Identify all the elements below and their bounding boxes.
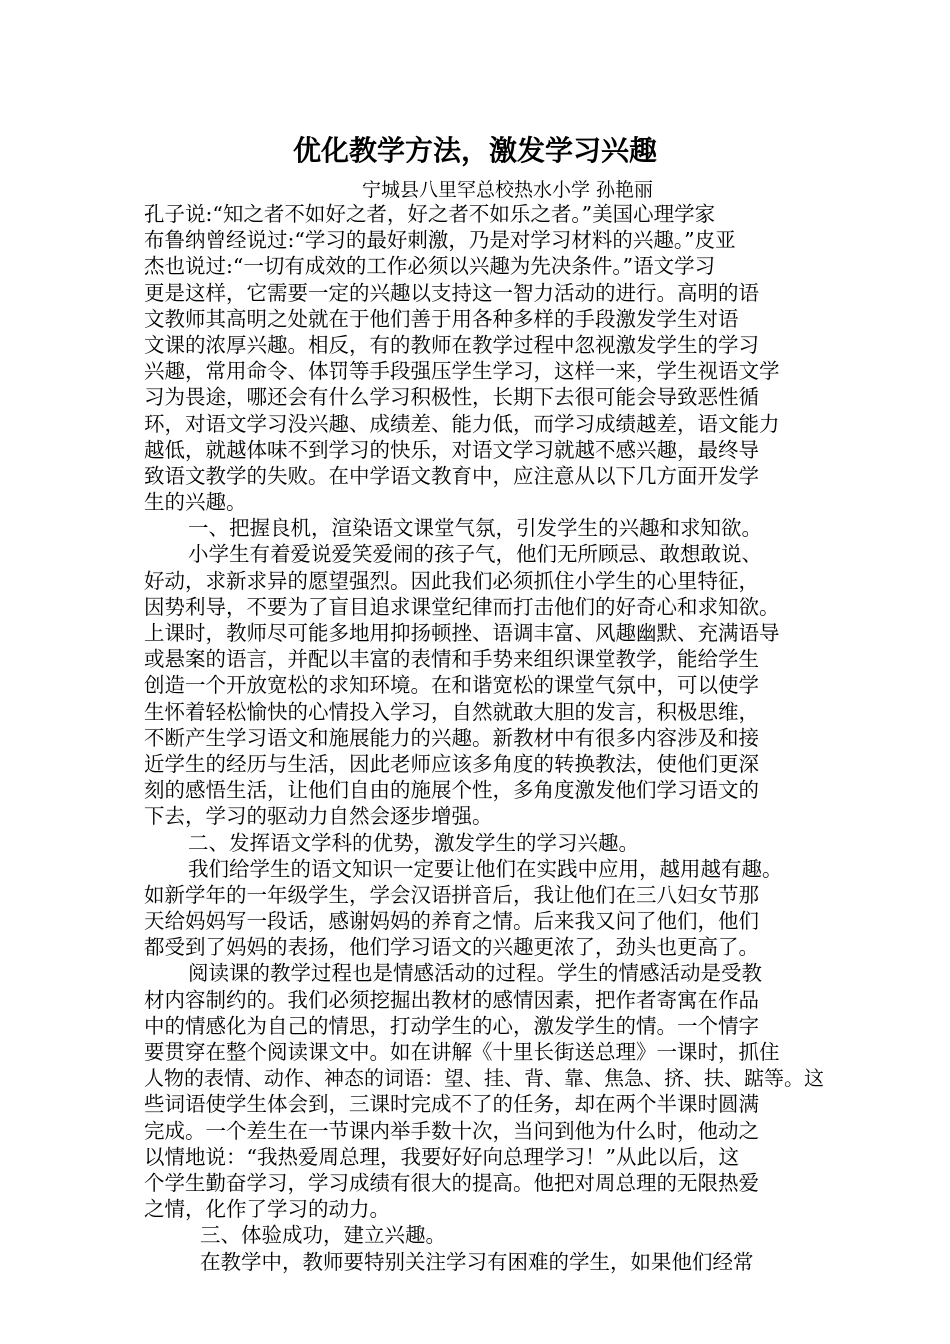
text-line: 兴趣，常用命令、体罚等手段强压学生学习，这样一来，学生视语文学	[144, 359, 780, 384]
text-line: 人物的表情、动作、神态的词语：望、挂、背、靠、焦急、挤、扶、踮等。这	[144, 1066, 824, 1091]
text-line: 天给妈妈写一段话，感谢妈妈的养育之情。后来我又问了他们，他们	[144, 909, 759, 934]
text-line: 一、把握良机，渲染语文课堂气氛，引发学生的兴趣和求知欲。	[188, 516, 762, 541]
text-line: 三、体验成功，建立兴趣。	[200, 1223, 446, 1248]
text-line: 环，对语文学习没兴趣、成绩差、能力低，而学习成绩越差，语文能力	[144, 411, 780, 436]
text-line: 生的兴趣。	[144, 490, 247, 515]
text-line: 近学生的经历与生活，因此老师应该多角度的转换教法，使他们更深	[144, 751, 759, 776]
text-line: 布鲁纳曾经说过:“学习的最好刺激，乃是对学习材料的兴趣。”皮亚	[144, 228, 736, 253]
text-line: 中的情感化为自己的情思，打动学生的心，激发学生的情。一个情字	[144, 1013, 759, 1038]
text-line: 如新学年的一年级学生，学会汉语拼音后，我让他们在三八妇女节那	[144, 882, 759, 907]
text-line: 阅读课的教学过程也是情感活动的过程。学生的情感活动是受教	[188, 961, 762, 986]
text-line: 致语文教学的失败。在中学语文教育中，应注意从以下几方面开发学	[144, 463, 759, 488]
text-line: 习为畏途，哪还会有什么学习积极性，长期下去很可能会导致恶性循	[144, 385, 759, 410]
text-line: 因势利导，不要为了盲目追求课堂纪律而打击他们的好奇心和求知欲。	[144, 594, 780, 619]
text-line: 不断产生学习语文和施展能力的兴趣。新教材中有很多内容涉及和接	[144, 725, 759, 750]
document-title: 优化教学方法，激发学习兴趣	[292, 134, 657, 167]
text-line: 我们给学生的语文知识一定要让他们在实践中应用，越用越有趣。	[188, 856, 783, 881]
author-line: 宁城县八里罕总校热水小学 孙艳丽	[362, 179, 654, 201]
text-line: 创造一个开放宽松的求知环境。在和谐宽松的课堂气氛中，可以使学	[144, 673, 759, 698]
text-line: 文课的浓厚兴趣。相反，有的教师在教学过程中忽视激发学生的学习	[144, 332, 759, 357]
text-line: 或悬案的语言，并配以丰富的表情和手势来组织课堂教学，能给学生	[144, 647, 759, 672]
text-line: 材内容制约的。我们必须挖掘出教材的感情因素，把作者寄寓在作品	[144, 987, 759, 1012]
text-line: 文教师其高明之处就在于他们善于用各种多样的手段激发学生对语	[144, 306, 739, 331]
text-line: 刻的感悟生活，让他们自由的施展个性，多角度激发他们学习语文的	[144, 778, 759, 803]
text-line: 要贯穿在整个阅读课文中。如在讲解《十里长街送总理》一课时，抓住	[144, 1040, 780, 1064]
text-line: 个学生勤奋学习，学习成绩有很大的提高。他把对周总理的无限热爱	[144, 1170, 759, 1195]
text-line: 上课时，教师尽可能多地用抑扬顿挫、语调丰富、风趣幽默、充满语导	[144, 621, 780, 645]
text-line: 更是这样，它需要一定的兴趣以支持这一智力活动的进行。高明的语	[144, 280, 759, 305]
text-line: 之情，化作了学习的动力。	[144, 1197, 390, 1222]
text-line: 些词语使学生体会到，三课时完成不了的任务，却在两个半课时圆满	[144, 1092, 759, 1117]
text-line: 下去，学习的驱动力自然会逐步增强。	[144, 804, 493, 829]
text-line: 小学生有着爱说爱笑爱闹的孩子气，他们无所顾忌、敢想敢说、	[188, 542, 762, 567]
text-line: 都受到了妈妈的表扬，他们学习语文的兴趣更浓了，劲头也更高了。	[144, 935, 759, 960]
text-line: 在教学中，教师要特别关注学习有困难的学生，如果他们经常	[200, 1249, 754, 1274]
text-line: 以情地说：“我热爱周总理，我要好好向总理学习！”从此以后，这	[144, 1144, 739, 1169]
text-line: 完成。一个差生在一节课内举手数十次，当问到他为什么时，他动之	[144, 1118, 759, 1143]
text-line: 生怀着轻松愉快的心情投入学习，自然就敢大胆的发言，积极思维，	[144, 699, 759, 724]
text-line: 二、发挥语文学科的优势，激发学生的学习兴趣。	[188, 830, 639, 855]
text-line: 越低，就越体味不到学习的快乐，对语文学习就越不感兴趣，最终导	[144, 437, 759, 462]
text-line: 好动，求新求异的愿望强烈。因此我们必须抓住小学生的心里特征，	[144, 568, 759, 593]
body-text	[144, 201, 824, 1275]
text-line: 杰也说过:“一切有成效的工作必须以兴趣为先决条件。”语文学习	[144, 254, 716, 279]
text-line: 孔子说:“知之者不如好之者，好之者不如乐之者。”美国心理学家	[144, 202, 716, 226]
